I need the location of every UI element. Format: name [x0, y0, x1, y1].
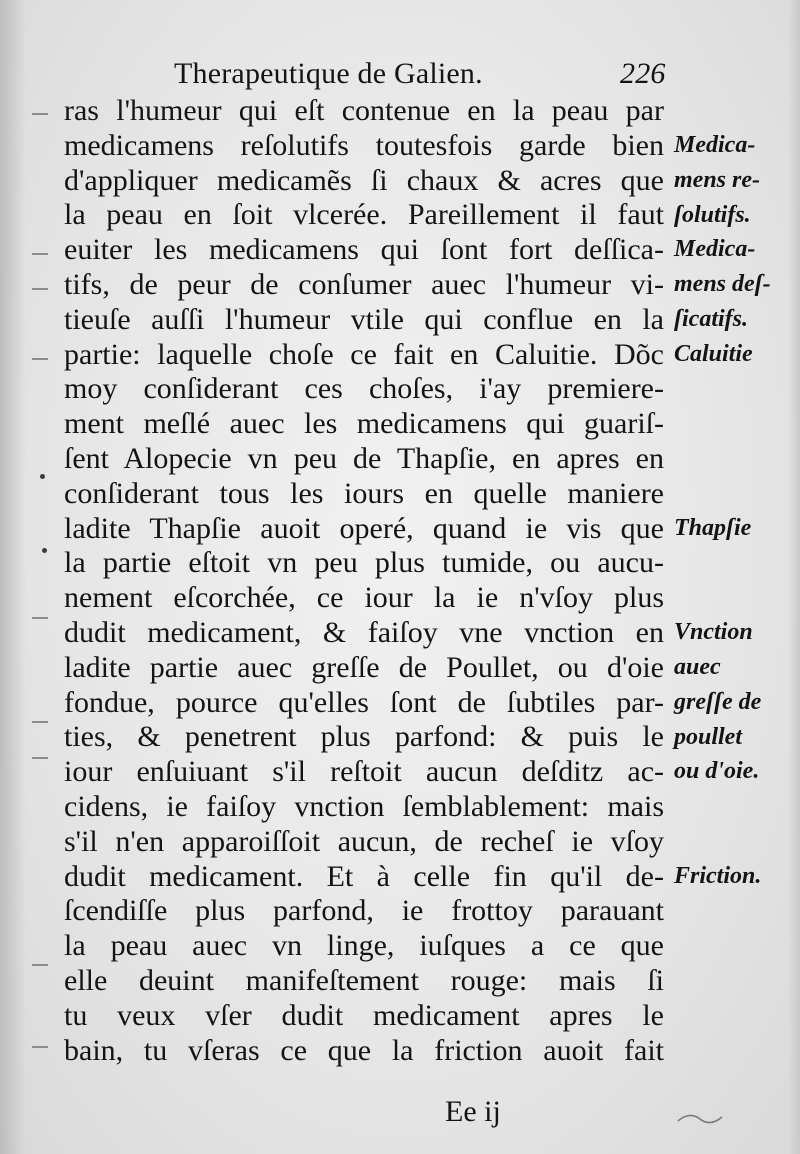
text-line: cidens, ie faiſoy vnction ſemblablement: mais: [64, 789, 664, 823]
margin-note: ſicatifs.: [674, 306, 748, 332]
tilde-ornament: [676, 1112, 724, 1126]
text-line: ſcendiſſe plus parfond, ie frottoy parauant: [64, 894, 664, 928]
text-line: ſent Alopecie vn peu de Thapſie, en apres en: [64, 441, 664, 475]
text-line: la partie eſtoit vn peu plus tumide, ou aucu-: [64, 546, 664, 580]
signature-mark: Ee ij: [445, 1095, 501, 1128]
margin-note: mens re-: [674, 166, 760, 193]
margin-dash: [32, 617, 48, 619]
ink-speck: [42, 548, 47, 553]
text-line: la peau en ſoit vlcerée. Pareillement il faut: [64, 198, 664, 232]
ink-speck: [40, 474, 45, 479]
text-line: ment meſlé auec les medicamens qui guariſ-: [64, 407, 664, 441]
text-line: d'appliquer medicamẽs ſi chaux & acres que: [64, 163, 664, 197]
text-line: medicamens reſolutifs toutesfois garde bien: [64, 128, 664, 162]
running-title: Therapeutique de Galien.: [174, 57, 483, 90]
margin-note: Friction.: [674, 862, 762, 889]
page-number: 226: [620, 57, 666, 90]
margin-note: Medica-: [674, 132, 756, 158]
margin-dash: [32, 721, 48, 723]
margin-dash: [32, 964, 48, 966]
margin-note: Thapſie: [674, 514, 752, 541]
margin-dash: [32, 253, 48, 255]
text-line: dudit medicament. Et à celle fin qu'il de-: [64, 859, 664, 893]
margin-note: greſſe de: [674, 688, 762, 715]
margin-note: Medica-: [674, 236, 756, 263]
text-line: ladite partie auec greſſe de Poullet, ou d'oie: [64, 650, 664, 684]
margin-note: ou d'oie.: [674, 758, 760, 785]
text-line: tu veux vſer dudit medicament apres le: [64, 998, 664, 1032]
margin-dash: [32, 288, 48, 290]
text-line: bain, tu vſeras ce que la friction auoit fait: [64, 1033, 664, 1067]
text-line: tifs, de peur de conſumer auec l'humeur vi-: [64, 267, 664, 301]
text-line: fondue, pource qu'elles ſont de ſubtiles par-: [64, 685, 664, 719]
text-line: conſiderant tous les iours en quelle maniere: [64, 476, 664, 510]
running-header: [174, 54, 664, 94]
text-line: iour enſuiuant s'il reſtoit aucun deſditz ac-: [64, 755, 664, 789]
text-line: euiter les medicamens qui ſont fort deſſica-: [64, 233, 664, 267]
page-edge-shadow: [788, 0, 800, 1154]
text-line: ties, & penetrent plus parfond: & puis le: [64, 720, 664, 754]
text-line: moy conſiderant ces choſes, i'ay premiere-: [64, 372, 664, 406]
text-line: partie: laquelle choſe ce fait en Caluitie. Dõc: [64, 337, 664, 371]
text-line: ras l'humeur qui eſt contenue en la peau par: [64, 94, 664, 127]
text-line: dudit medicament, & faiſoy vne vnction en: [64, 615, 664, 649]
text-line: s'il n'en apparoiſſoit aucun, de recheſ ie vſoy: [64, 824, 664, 858]
margin-note: Caluitie: [674, 340, 753, 367]
margin-note: mens deſ-: [674, 271, 771, 298]
text-line: ladite Thapſie auoit operé, quand ie vis que: [64, 511, 664, 545]
margin-note: ſolutifs.: [674, 201, 751, 228]
margin-dash: [32, 358, 48, 360]
margin-dash: [32, 757, 48, 759]
text-line: nement eſcorchée, ce iour la ie n'vſoy plus: [64, 581, 664, 615]
text-line: la peau auec vn linge, iuſques a ce que: [64, 929, 664, 963]
margin-dash: [32, 1046, 48, 1048]
margin-note: auec: [674, 654, 721, 680]
text-line: elle deuint manifeſtement rouge: mais ſi: [64, 963, 664, 997]
spine-shadow: [0, 0, 26, 1154]
main-text-block: [64, 94, 664, 1068]
text-line: tieuſe auſſi l'humeur vtile qui conflue en la: [64, 302, 664, 336]
margin-dash: [32, 113, 48, 115]
margin-note: poullet: [674, 723, 743, 750]
margin-note: Vnction: [674, 619, 753, 646]
